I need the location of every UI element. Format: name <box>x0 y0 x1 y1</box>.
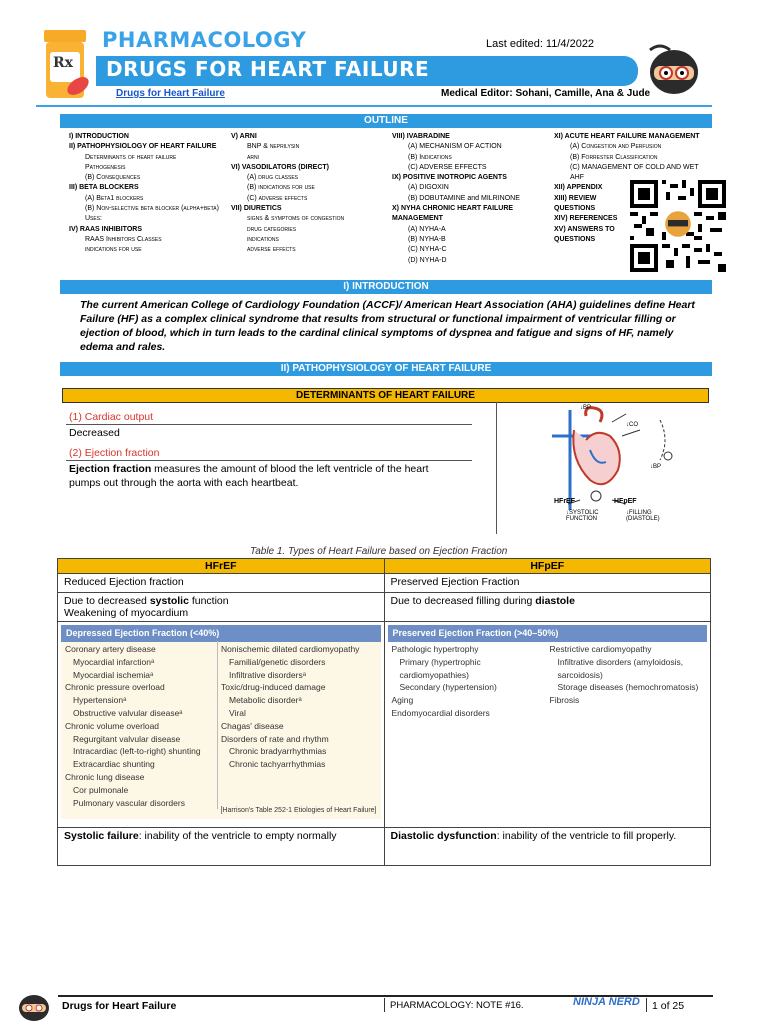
inset-item: Storage diseases (hemochromatosis) <box>557 682 699 693</box>
table-cell: Reduced Ejection fraction <box>58 574 385 593</box>
diagram-hfpef-label: HFpEF <box>614 498 637 505</box>
inset-item: Myocardial ischemiaᵃ <box>73 669 154 680</box>
heart-failure-table <box>57 558 711 866</box>
outline-item[interactable]: VIII) IVABRADINE <box>392 133 450 140</box>
outline-item[interactable]: signs & symptoms of congestion <box>247 215 345 223</box>
inset-item: Extracardiac shunting <box>73 759 155 770</box>
outline-item[interactable]: (C) ADVERSE EFFECTS <box>408 163 487 171</box>
outline-item[interactable]: XI) ACUTE HEART FAILURE MANAGEMENT <box>554 133 700 140</box>
table-cell <box>58 593 385 622</box>
table-header-hfref: HFrEF <box>58 559 385 574</box>
text: : inability of the ventricle to fill properly. <box>496 830 677 842</box>
outline-item[interactable]: (A) NYHA-A <box>408 225 446 233</box>
inset-title: Depressed Ejection Fraction (<40%) <box>61 625 381 642</box>
outline-item[interactable]: indications for use <box>85 246 142 254</box>
outline-item[interactable]: (B) DOBUTAMINE and MILRINONE <box>408 194 520 202</box>
table-cell <box>384 593 711 622</box>
outline-item[interactable]: (B) indications for use <box>247 184 315 192</box>
introduction-text: The current American College of Cardiology Foundation (ACCF)/ American Heart Association (AHA) guidelines define Heart Failure (HF) as a complex clinical syndrome that results from structural or functional impairment of ventricular filling or ejection of blood, which in turn leads to the cardinal clinical symptoms of dyspnea and fatigue and signs of HF, namely edema and rales. <box>80 299 695 353</box>
outline-item[interactable]: MANAGEMENT <box>392 215 443 223</box>
diagram-hfref-label: HFrEF <box>554 498 575 505</box>
outline-item[interactable]: (A) drug classes <box>247 174 299 182</box>
outline-item[interactable]: (B) Forrester Classification <box>570 153 658 161</box>
page-title: DRUGS FOR HEART FAILURE <box>106 57 430 81</box>
outline-item[interactable]: (C) NYHA-C <box>408 246 447 254</box>
outline-item[interactable]: VI) VASODILATORS (DIRECT) <box>231 163 329 171</box>
outline-item[interactable]: (A) DIGOXIN <box>408 184 449 192</box>
outline-item[interactable]: XII) APPENDIX <box>554 184 603 192</box>
inset-item: Metabolic disorderᵃ <box>229 695 302 706</box>
table-cell <box>58 828 385 866</box>
inset-item: Familial/genetic disorders <box>229 656 326 667</box>
outline-item[interactable]: (A) Beta1 blockers <box>85 194 144 202</box>
outline-item[interactable]: III) BETA BLOCKERS <box>69 184 139 192</box>
inset-item: Chronic pressure overload <box>65 682 165 693</box>
divider <box>66 424 472 425</box>
inset-item: Intracardiac (left-to-right) shunting <box>73 746 201 757</box>
outline-item[interactable]: (C) MANAGEMENT OF COLD AND WET <box>570 163 699 171</box>
inset-item: Viral <box>229 707 246 718</box>
introduction-bar: I) INTRODUCTION <box>60 280 712 294</box>
inset-item: Obstructive valvular diseaseᵃ <box>73 707 183 718</box>
inset-item: Hypertensionᵃ <box>73 695 127 706</box>
table-header-hfpef: HFpEF <box>384 559 711 574</box>
inset-item: Aging <box>391 695 414 706</box>
inset-col-a <box>392 643 542 720</box>
inset-col-b <box>550 643 700 707</box>
footer-note: PHARMACOLOGY: NOTE #16. <box>390 1000 524 1011</box>
bold-text: diastole <box>535 595 575 607</box>
outline-item[interactable]: QUESTIONS <box>554 205 596 213</box>
divider <box>66 460 472 461</box>
inset-item: Chronic volume overload <box>65 720 160 731</box>
outline-item[interactable]: (A) MECHANISM OF ACTION <box>408 143 502 151</box>
drugs-heart-failure-link[interactable]: Drugs for Heart Failure <box>116 88 225 99</box>
outline-item[interactable]: arni <box>247 153 259 161</box>
inset-col-a <box>65 643 201 809</box>
outline-col-1 <box>69 132 219 256</box>
footer-sep <box>646 998 647 1012</box>
diagram-divider <box>496 402 497 534</box>
ef-desc: measures the amount of blood the left ventricle of the heart pumps out through the aorta with each heartbeat. <box>69 463 429 489</box>
inset-title: Preserved Ejection Fraction (>40–50%) <box>388 625 708 642</box>
outline-item[interactable]: QUESTIONS <box>554 235 596 243</box>
outline-item[interactable]: VII) DIURETICS <box>231 205 282 213</box>
outline-item[interactable]: IX) POSITIVE INOTROPIC AGENTS <box>392 174 507 182</box>
ejection-fraction-text <box>69 463 459 490</box>
medical-editor: Medical Editor: Sohani, Camille, Ana & Jude <box>441 88 651 99</box>
outline-item[interactable]: I) INTRODUCTION <box>69 133 129 140</box>
bold-text: Diastolic dysfunction <box>390 830 497 842</box>
inset-item: Chronic lung disease <box>65 771 145 782</box>
inset-col-b <box>221 643 359 771</box>
outline-item[interactable]: drug categories <box>247 225 297 233</box>
filling-note: ↓FILLING (DIASTOLE) <box>626 510 660 522</box>
inset-item: Infiltrative disorders (amyloidosis, sarcoidosis) <box>557 656 684 680</box>
outline-item[interactable]: (C) adverse effects <box>247 194 308 202</box>
determinants-bar: DETERMINANTS OF HEART FAILURE <box>62 388 709 403</box>
inset-divider <box>217 641 218 809</box>
inset-item: Pulmonary vascular disorders <box>73 797 185 808</box>
outline-item[interactable]: XV) ANSWERS TO <box>554 225 615 233</box>
inset-item: Myocardial infarctionᵃ <box>73 656 155 667</box>
ef-bold: Ejection fraction <box>69 463 152 475</box>
inset-item: Endomyocardial disorders <box>391 707 490 718</box>
table-cell <box>384 622 711 828</box>
cardiac-output-heading: (1) Cardiac output <box>69 411 154 423</box>
inset-item: Secondary (hypertension) <box>399 682 497 693</box>
outline-item[interactable]: V) ARNI <box>231 133 257 140</box>
preserved-ef-inset <box>388 625 708 723</box>
table-caption: Table 1. Types of Heart Failure based on Ejection Fraction <box>250 546 508 557</box>
outline-item[interactable]: RAAS Inhibitors Classes <box>85 235 162 243</box>
text: function <box>188 595 229 607</box>
subject-title: PHARMACOLOGY <box>102 28 307 52</box>
bp-label: ↓BP <box>580 405 592 411</box>
rx-label: Rx <box>53 55 73 71</box>
outline-item[interactable]: (B) Indications <box>408 153 452 161</box>
systolic-note: ↓SYSTOLIC FUNCTION <box>566 510 599 522</box>
outline-item[interactable]: (B) Non-selective beta blocker (alpha+beta) <box>85 205 219 213</box>
text: : inability of the ventricle to empty normally <box>138 830 337 842</box>
inset-item: Chronic tachyarrhythmias <box>229 759 326 770</box>
outline-item[interactable]: X) NYHA CHRONIC HEART FAILURE <box>392 205 514 213</box>
outline-item[interactable]: BNP & neprilysin <box>247 143 300 151</box>
co-label: ↓CO <box>626 422 638 428</box>
inset-item: Chagas' disease <box>221 720 284 731</box>
inset-item: Chronic bradyarrhythmias <box>229 746 327 757</box>
qr-code-icon[interactable] <box>630 180 726 272</box>
ejection-fraction-heading: (2) Ejection fraction <box>69 447 160 459</box>
outline-item[interactable]: (A) Congestion and Perfusion <box>570 143 662 151</box>
ninja-nerd-logo: NINJA NERD <box>573 996 640 1008</box>
outline-item[interactable]: Pathogenesis <box>85 163 126 171</box>
text: Weakening of myocardium <box>64 607 189 619</box>
outline-item[interactable]: IV) RAAS INHIBITORS <box>69 225 142 233</box>
outline-item[interactable]: adverse effects <box>247 246 296 254</box>
text: Due to decreased filling during <box>390 595 536 607</box>
bp-label-2: ↓BP <box>650 464 662 470</box>
table-cell <box>384 828 711 866</box>
header-divider <box>36 105 712 107</box>
outline-col-3 <box>392 132 520 266</box>
outline-item[interactable]: XIV) REFERENCES <box>554 215 618 223</box>
inset-item: Nonischemic dilated cardiomyopathy <box>221 644 360 654</box>
inset-item: Disorders of rate and rhythm <box>221 733 329 744</box>
ninja-footer-icon <box>14 990 54 1022</box>
footer-sep <box>384 998 385 1012</box>
outline-item[interactable]: XIII) REVIEW <box>554 194 597 202</box>
inset-source: [Harrison's Table 252-1 Etiologies of Heart Failure] <box>220 807 377 815</box>
outline-item[interactable]: (D) NYHA-D <box>408 256 447 264</box>
outline-item[interactable]: AHF <box>570 174 584 182</box>
inset-item: Fibrosis <box>549 695 580 706</box>
pathophysiology-bar: II) PATHOPHYSIOLOGY OF HEART FAILURE <box>60 362 712 376</box>
outline-item[interactable]: (B) Consequences <box>85 174 141 182</box>
outline-item[interactable]: Uses: <box>85 215 103 223</box>
depressed-ef-inset <box>61 625 381 819</box>
table-cell: Preserved Ejection Fraction <box>384 574 711 593</box>
outline-item[interactable]: (B) NYHA-B <box>408 235 446 243</box>
inset-item: Coronary artery disease <box>65 644 156 654</box>
outline-item[interactable]: II) PATHOPHYSIOLOGY OF HEART FAILURE <box>69 143 217 151</box>
inset-item: Infiltrative disordersᵃ <box>229 669 306 680</box>
footer-title: Drugs for Heart Failure <box>62 1000 177 1012</box>
inset-item: Restrictive cardiomyopathy <box>549 644 652 654</box>
outline-item[interactable]: Determinants of heart failure <box>85 153 177 161</box>
outline-bar: OUTLINE <box>60 114 712 128</box>
inset-item: Primary (hypertrophic cardiomyopathies) <box>399 656 481 680</box>
bold-text: systolic <box>149 595 189 607</box>
outline-col-2 <box>231 132 344 256</box>
last-edited: Last edited: 11/4/2022 <box>486 38 595 50</box>
inset-item: Regurgitant valvular disease <box>73 733 181 744</box>
inset-item: Cor pulmonale <box>73 784 129 795</box>
outline-item[interactable]: indications <box>247 235 279 243</box>
table-cell <box>58 622 385 828</box>
inset-item: Pathologic hypertrophy <box>391 644 479 654</box>
bold-text: Systolic failure <box>64 830 139 842</box>
page-number: 1 of 25 <box>652 1000 685 1012</box>
cardiac-output-text: Decreased <box>69 427 120 439</box>
text: Due to decreased <box>64 595 150 607</box>
inset-item: Toxic/drug-induced damage <box>221 682 326 693</box>
